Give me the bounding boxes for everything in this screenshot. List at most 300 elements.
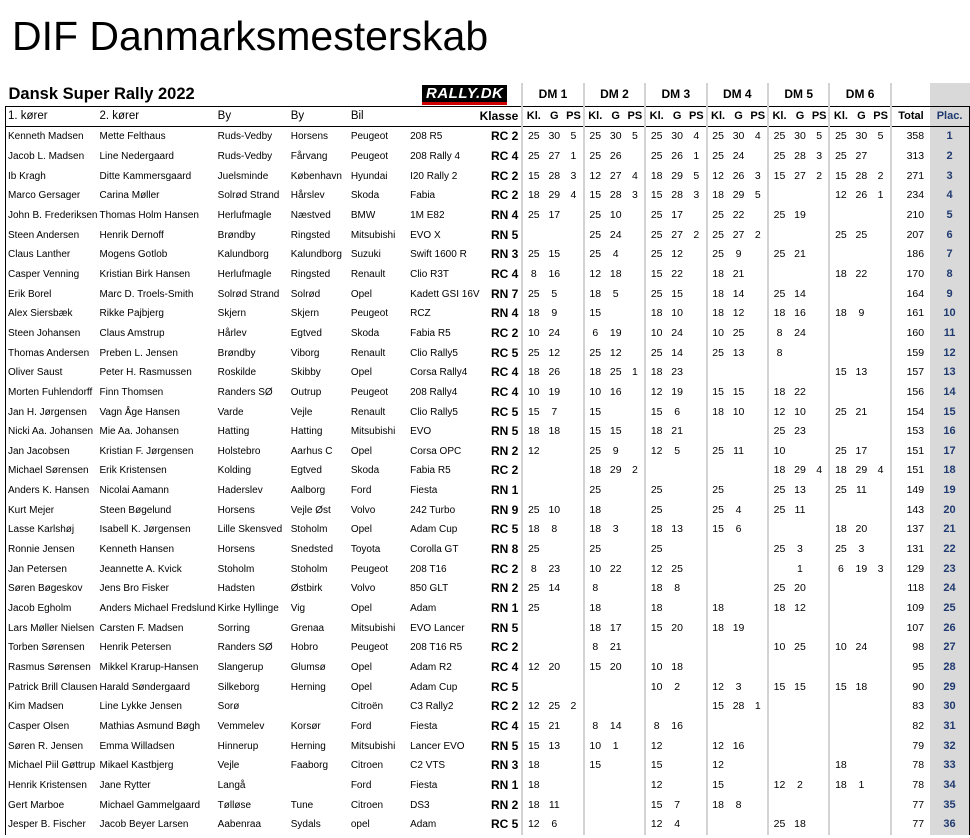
klasse: RC 4	[490, 660, 519, 675]
city2: Herning	[290, 681, 326, 693]
driver1: Jan Petersen	[6, 559, 98, 579]
driver1: Casper Venning	[6, 265, 98, 285]
car-make: Renault	[350, 406, 386, 418]
dm-kl: 25	[584, 225, 606, 245]
city2: Hatting	[290, 426, 323, 438]
dm-ps	[687, 324, 706, 344]
dm-g: 28	[671, 189, 683, 202]
city1: Hinnerup	[217, 740, 259, 752]
dm-ps: 5	[877, 130, 884, 143]
dm-kl: 25	[645, 284, 667, 304]
dm-kl: 18	[768, 383, 790, 403]
dm-g	[667, 736, 687, 756]
dm-g: 4	[735, 503, 742, 516]
dm-g: 21	[671, 425, 683, 438]
dm-g	[851, 422, 871, 442]
dm-kl: 18	[768, 599, 790, 619]
total: 153	[891, 422, 930, 442]
dm-kl	[522, 461, 544, 481]
driver1: Jan Jacobsen	[6, 442, 98, 462]
dm-group-header: DM 2	[584, 83, 645, 107]
dm-kl: 12	[645, 559, 667, 579]
driver2: Claus Amstrup	[99, 327, 165, 339]
dm-ps	[687, 697, 706, 717]
dm-kl: 18	[707, 402, 729, 422]
dm-ps	[564, 618, 583, 638]
dm-g: 1	[797, 562, 803, 575]
dm-kl: 18	[584, 520, 606, 540]
table-row	[6, 677, 970, 697]
dm-g: 7	[551, 405, 558, 418]
dm-ps	[749, 245, 768, 265]
car-make: Peugeot	[350, 308, 389, 320]
dm-ps	[626, 422, 645, 442]
dm-group-header: DM 4	[707, 83, 768, 107]
placement: 1	[930, 127, 969, 147]
dm-ps	[810, 206, 829, 226]
table-row	[6, 245, 970, 265]
dm-g: 14	[732, 287, 745, 300]
dm-kl: 8	[522, 265, 544, 285]
dm-ps: 5	[631, 130, 638, 143]
col-header-ps: PS	[687, 107, 706, 127]
dm-kl: 18	[829, 520, 851, 540]
dm-kl: 18	[584, 599, 606, 619]
dm-g	[851, 618, 871, 638]
dm-g	[544, 756, 564, 776]
dm-kl	[707, 540, 729, 560]
dm-kl	[522, 225, 544, 245]
dm-g: 2	[674, 680, 681, 693]
driver1: Morten Fuhlendorff	[6, 383, 98, 403]
dm-ps	[626, 795, 645, 815]
dm-ps	[687, 540, 706, 560]
city1: Hatting	[217, 426, 250, 438]
dm-kl	[645, 697, 667, 717]
dm-kl	[768, 697, 790, 717]
city2: Kalundborg	[290, 249, 342, 261]
car-make: Opel	[350, 681, 372, 693]
dm-ps: 5	[754, 189, 761, 202]
city1: Hadsten	[217, 583, 255, 595]
total: 149	[891, 481, 930, 501]
dm-g: 9	[735, 248, 742, 261]
klasse: RC 4	[490, 719, 519, 734]
dm-g	[544, 776, 564, 796]
dm-g: 29	[609, 464, 622, 477]
dm-kl: 15	[707, 697, 729, 717]
driver2: Finn Thomsen	[99, 386, 164, 398]
dm-kl: 25	[707, 225, 729, 245]
total: 78	[891, 776, 930, 796]
dm-kl: 25	[829, 481, 851, 501]
dm-ps	[564, 481, 583, 501]
dm-kl: 25	[829, 442, 851, 462]
total: 83	[891, 697, 930, 717]
driver2: Kenneth Hansen	[99, 544, 175, 556]
dm-kl: 12	[645, 442, 667, 462]
car-make: Volvo	[350, 583, 376, 595]
dm-g: 17	[671, 208, 683, 221]
dm-ps	[871, 265, 890, 285]
dm-kl: 25	[522, 500, 544, 520]
dm-ps: 5	[816, 130, 823, 143]
blank	[930, 83, 969, 107]
driver2: Michael Gammelgaard	[99, 799, 201, 811]
col-header-kl: Kl.	[707, 107, 729, 127]
dm-ps	[626, 284, 645, 304]
klasse: RC 5	[490, 679, 519, 694]
car-model: EVO Lancer	[410, 622, 465, 634]
dm-ps	[564, 579, 583, 599]
dm-kl: 12	[584, 265, 606, 285]
klasse: RC 4	[490, 266, 519, 281]
dm-g	[790, 756, 810, 776]
dm-g	[606, 697, 626, 717]
dm-kl: 18	[707, 599, 729, 619]
dm-g: 12	[794, 602, 806, 615]
klasse: RN 8	[490, 542, 519, 557]
dm-g: 13	[794, 484, 806, 497]
col-header-total: Total	[891, 107, 930, 127]
dm-ps	[749, 579, 768, 599]
dm-g: 15	[732, 385, 745, 398]
dm-g: 29	[794, 464, 806, 477]
table-row	[6, 186, 970, 206]
dm-ps	[687, 736, 706, 756]
dm-g: 18	[855, 680, 868, 693]
dm-g: 18	[548, 425, 561, 438]
driver2: Jens Bro Fisker	[99, 583, 169, 595]
city2: Fårvang	[290, 150, 328, 162]
table-row	[6, 166, 970, 186]
dm-ps	[626, 245, 645, 265]
table-row	[6, 284, 970, 304]
car-make: Suzuki	[350, 249, 381, 261]
klasse: RN 1	[490, 777, 519, 792]
dm-g	[606, 677, 626, 697]
dm-ps	[810, 815, 829, 835]
dm-kl: 25	[584, 127, 606, 147]
dm-ps	[564, 559, 583, 579]
car-model: 208 T16 R5	[410, 642, 463, 654]
dm-ps	[871, 795, 890, 815]
dm-g	[851, 599, 871, 619]
city1: Kirke Hyllinge	[217, 603, 279, 615]
dm-g	[851, 284, 871, 304]
city1: Lille Skensved	[217, 524, 283, 536]
dm-group-header: DM 1	[522, 83, 583, 107]
dm-g	[790, 795, 810, 815]
city1: Skjern	[217, 308, 247, 320]
dm-g	[790, 363, 810, 383]
dm-g: 24	[548, 326, 561, 339]
klasse: RN 5	[490, 227, 519, 242]
dm-ps	[871, 343, 890, 363]
dm-g: 20	[609, 661, 622, 674]
dm-g	[851, 245, 871, 265]
dm-kl	[768, 363, 790, 383]
driver2: Henrik Petersen	[99, 642, 172, 654]
city2: Tune	[290, 799, 314, 811]
col-header-driver1: 1. kører	[6, 107, 98, 127]
dm-kl: 12	[645, 736, 667, 756]
klasse: RC 2	[490, 463, 519, 478]
table-row	[6, 442, 970, 462]
dm-ps	[871, 697, 890, 717]
dm-kl	[829, 795, 851, 815]
driver2: Mathias Asmund Bøgh	[99, 721, 201, 733]
dm-ps: 2	[631, 464, 638, 477]
dm-g	[729, 461, 749, 481]
dm-kl	[829, 717, 851, 737]
dm-g	[851, 795, 871, 815]
dm-ps	[564, 245, 583, 265]
table-row	[6, 658, 970, 678]
dm-ps	[626, 540, 645, 560]
dm-ps	[564, 324, 583, 344]
dm-kl	[522, 618, 544, 638]
dm-ps	[749, 481, 768, 501]
table-row	[6, 500, 970, 520]
dm-g	[851, 697, 871, 717]
dm-kl	[829, 343, 851, 363]
dm-g	[851, 383, 871, 403]
dm-kl	[707, 658, 729, 678]
dm-kl: 15	[522, 166, 544, 186]
total: 118	[891, 579, 930, 599]
dm-g	[544, 481, 564, 501]
dm-kl: 25	[707, 343, 729, 363]
dm-kl: 12	[584, 166, 606, 186]
dm-g: 8	[551, 523, 558, 536]
car-model: Adam	[410, 819, 437, 831]
placement: 22	[930, 540, 969, 560]
dm-kl: 25	[645, 147, 667, 167]
city1: Aabenraa	[217, 819, 262, 831]
city2	[289, 776, 349, 796]
car-make: BMW	[350, 209, 376, 221]
dm-g: 3	[797, 543, 803, 556]
dm-g: 17	[548, 208, 561, 221]
dm-g: 19	[609, 326, 622, 339]
driver1: Nicki Aa. Johansen	[6, 422, 98, 442]
car-make: Opel	[350, 524, 372, 536]
dm-g	[851, 658, 871, 678]
dm-kl: 8	[584, 717, 606, 737]
dm-kl: 12	[522, 697, 544, 717]
car-model: Fiesta	[410, 779, 438, 791]
dm-g: 3	[858, 543, 865, 556]
city1: Herlufmagle	[217, 209, 272, 221]
total: 161	[891, 304, 930, 324]
car-model: Adam Cup	[410, 681, 458, 693]
city1: Solrød Strand	[217, 190, 280, 202]
dm-ps	[626, 343, 645, 363]
dm-kl	[829, 599, 851, 619]
dm-ps	[749, 776, 768, 796]
dm-g: 20	[671, 621, 683, 634]
dm-g: 5	[674, 444, 681, 457]
dm-kl: 15	[645, 402, 667, 422]
dm-g	[790, 717, 810, 737]
city2: Outrup	[290, 386, 322, 398]
dm-kl: 10	[522, 383, 544, 403]
driver1: Lasse Karlshøj	[6, 520, 98, 540]
driver1: Patrick Brill Clausen	[6, 677, 98, 697]
car-make: Ford	[350, 779, 372, 791]
dm-g: 12	[548, 346, 561, 359]
dm-g: 16	[732, 739, 745, 752]
dm-g: 19	[548, 385, 561, 398]
dm-g	[544, 461, 564, 481]
dm-kl: 25	[707, 500, 729, 520]
dm-kl	[829, 658, 851, 678]
dm-g: 25	[671, 562, 683, 575]
car-model: EVO X	[410, 229, 441, 241]
dm-g: 9	[612, 444, 619, 457]
total: 157	[891, 363, 930, 383]
dm-ps	[871, 579, 890, 599]
dm-kl: 25	[645, 343, 667, 363]
dm-ps	[749, 599, 768, 619]
dm-kl: 18	[584, 461, 606, 481]
dm-ps	[871, 206, 890, 226]
dm-group-header: DM 6	[829, 83, 890, 107]
dm-kl: 12	[522, 442, 544, 462]
dm-ps	[626, 599, 645, 619]
car-model: 242 Turbo	[410, 504, 456, 516]
dm-ps	[749, 638, 768, 658]
dm-ps	[626, 520, 645, 540]
dm-g	[851, 206, 871, 226]
dm-g: 21	[548, 720, 561, 733]
dm-ps	[626, 324, 645, 344]
dm-g: 30	[609, 130, 622, 143]
dm-ps	[564, 717, 583, 737]
car-make: Opel	[350, 288, 372, 300]
driver1: Michael Piil Gøttrup	[6, 756, 98, 776]
col-header-kl: Kl.	[522, 107, 544, 127]
placement: 24	[930, 579, 969, 599]
dm-ps	[749, 304, 768, 324]
dm-g: 24	[671, 326, 683, 339]
dm-kl: 25	[584, 481, 606, 501]
dm-g: 24	[855, 641, 868, 654]
dm-g: 18	[609, 267, 622, 280]
dm-g: 28	[855, 169, 868, 182]
dm-ps	[687, 618, 706, 638]
driver1: Jacob L. Madsen	[6, 147, 98, 167]
dm-kl: 18	[522, 422, 544, 442]
dm-g	[790, 520, 810, 540]
dm-g	[851, 815, 871, 835]
col-header-driver2: 2. kører	[98, 107, 216, 127]
dm-ps	[626, 579, 645, 599]
klasse: RC 2	[490, 640, 519, 655]
dm-kl	[707, 422, 729, 442]
table-row	[6, 559, 970, 579]
city2	[289, 697, 349, 717]
dm-kl: 15	[522, 717, 544, 737]
dm-g	[606, 795, 626, 815]
dm-g: 13	[671, 523, 683, 536]
dm-kl: 15	[829, 363, 851, 383]
dm-ps	[871, 147, 890, 167]
dm-kl	[584, 697, 606, 717]
dm-kl: 15	[584, 402, 606, 422]
car-make: Mitsubishi	[350, 740, 396, 752]
dm-ps	[687, 795, 706, 815]
city1: Randers SØ	[217, 386, 273, 398]
total: 137	[891, 520, 930, 540]
dm-ps	[564, 520, 583, 540]
klasse: RC 5	[490, 817, 519, 832]
dm-g	[544, 677, 564, 697]
col-header-city1: By	[216, 107, 289, 127]
car-make: Ford	[350, 721, 372, 733]
dm-g: 4	[612, 248, 619, 261]
col-header-g: G	[729, 107, 749, 127]
total: 95	[891, 658, 930, 678]
dm-kl: 25	[768, 500, 790, 520]
dm-kl: 10	[584, 736, 606, 756]
dm-ps	[871, 500, 890, 520]
table-row	[6, 206, 970, 226]
dm-g	[544, 618, 564, 638]
col-header-ps: PS	[871, 107, 890, 127]
dm-kl: 25	[768, 422, 790, 442]
dm-g: 11	[794, 503, 806, 516]
dm-g: 29	[855, 464, 868, 477]
placement: 25	[930, 599, 969, 619]
dm-ps	[810, 284, 829, 304]
car-make: Opel	[350, 662, 372, 674]
placement: 18	[930, 461, 969, 481]
driver2: Jane Rytter	[99, 779, 151, 791]
dm-kl: 10	[768, 442, 790, 462]
driver2: Line Lykke Jensen	[99, 701, 182, 713]
driver2: Anders Michael Fredslund	[99, 603, 216, 615]
dm-ps	[687, 343, 706, 363]
dm-g: 21	[855, 405, 868, 418]
dm-ps	[810, 599, 829, 619]
dm-g: 21	[732, 267, 745, 280]
dm-kl: 18	[829, 756, 851, 776]
total: 358	[891, 127, 930, 147]
dm-kl: 25	[707, 481, 729, 501]
dm-g: 28	[609, 189, 622, 202]
table-row	[6, 599, 970, 619]
dm-kl	[584, 776, 606, 796]
dm-g: 17	[609, 621, 622, 634]
dm-ps	[626, 618, 645, 638]
dm-ps	[687, 500, 706, 520]
dm-kl: 12	[707, 756, 729, 776]
dm-kl: 8	[584, 579, 606, 599]
dm-ps	[810, 383, 829, 403]
dm-ps	[871, 717, 890, 737]
dm-ps	[564, 383, 583, 403]
city2: Hårslev	[290, 190, 325, 202]
car-make: Opel	[350, 445, 372, 457]
city2: Korsør	[290, 721, 321, 733]
dm-kl	[768, 756, 790, 776]
city2: Stoholm	[290, 524, 328, 536]
placement: 19	[930, 481, 969, 501]
dm-g	[729, 422, 749, 442]
dm-kl: 15	[584, 756, 606, 776]
